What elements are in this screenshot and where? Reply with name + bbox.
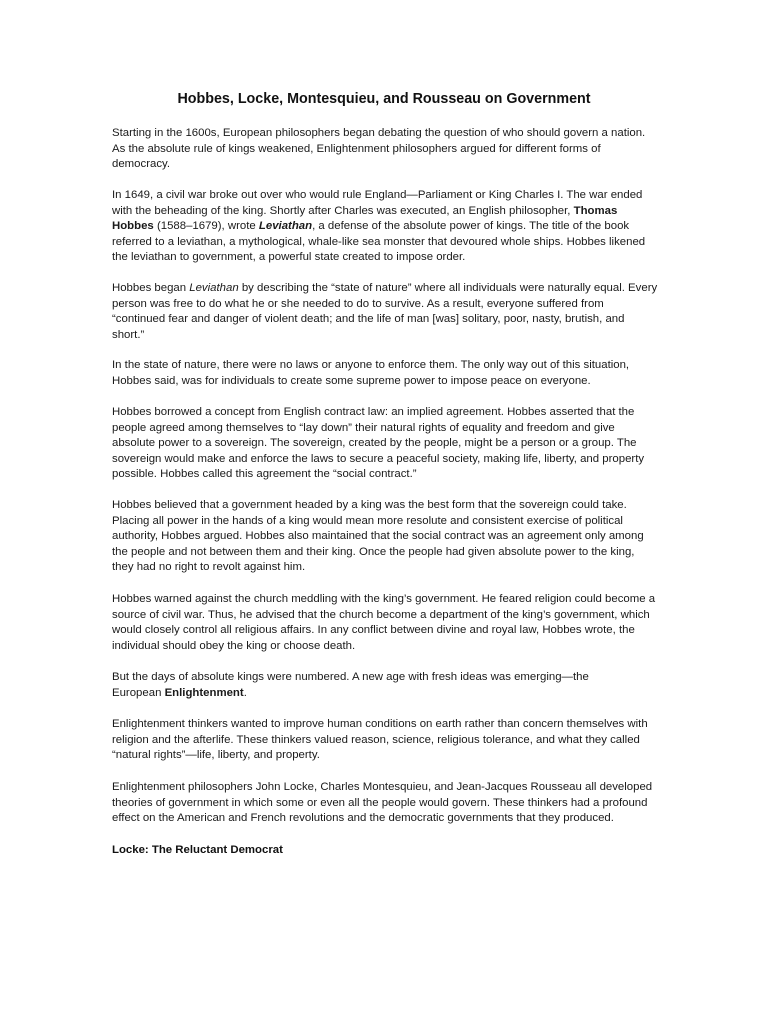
text-line: Placing all power in the hands of a king would mean more resolute and consistent exercise of political — [112, 514, 623, 527]
text-line: people agreed among themselves to “lay down” their natural rights of equality and freedom and give — [112, 421, 615, 434]
text-line: Enlightenment philosophers John Locke, Charles Montesquieu, and Jean-Jacques Rousseau all developed — [112, 781, 653, 793]
text-line: Hobbes said, was for individuals to create some supreme power to impose peace on everyone. — [112, 374, 591, 387]
text-line: Hobbes believed that a government headed by a king was the best form that the sovereign could take. — [112, 499, 627, 511]
book-title: Leviathan — [258, 220, 313, 233]
text-line: religion and the afterlife. These thinkers valued reason, science, religious tolerance, and what they called — [112, 733, 640, 746]
text-line: In the state of nature, there were no laws or anyone to enforce them. The only way out of this situation, — [112, 359, 630, 371]
text-line: “continued fear and danger of violent death; and the life of man [was] solitary, poor, nasty, brutish, and — [112, 313, 625, 326]
text-line: But the days of absolute kings were numbered. A new age with fresh ideas was emerging—the — [112, 671, 589, 683]
text-run: Hobbes began — [112, 282, 190, 294]
paragraph-intro — [112, 126, 660, 173]
text-line: referred to a leviathan, a mythological, whale-like sea monster that devoured whole ships. Hobbes likened — [112, 235, 646, 248]
text-line — [112, 281, 660, 297]
text-line: theories of government in which some or even all the people would govern. These thinkers had a profound — [112, 796, 648, 809]
paragraph-king-sovereign — [112, 498, 660, 576]
bold-name: Thomas — [573, 204, 618, 217]
text-line: democracy. — [112, 158, 171, 171]
book-title: Leviathan — [189, 282, 239, 294]
text-line: source of civil war. Thus, he advised that the church become a department of the king’s government, which — [112, 608, 650, 621]
text-line: short.” — [112, 328, 145, 341]
text-line: authority, Hobbes argued. Hobbes also maintained that the social contract was an agreement only among — [112, 530, 644, 543]
text-line: the people and not between them and their king. Once the people had given absolute power to the king, — [112, 545, 635, 558]
text-run: with the beheading of the king. Shortly after Charles was executed, an English philosopher, — [112, 204, 574, 217]
text-run: European — [112, 686, 165, 699]
text-line: Hobbes warned against the church meddling with the king’s government. He feared religion could become a — [112, 593, 656, 605]
text-line — [112, 219, 660, 235]
text-line: absolute power to a sovereign. The sovereign, created by the people, might be a person or a group. The — [112, 437, 637, 450]
paragraph-state-of-nature — [112, 281, 660, 343]
text-line: the leviathan to government, a powerful state created to impose order. — [112, 251, 466, 264]
text-line: possible. Hobbes called this agreement the “social contract.” — [112, 468, 417, 481]
text-run: by describing the “state of nature” where all individuals were naturally equal. Every — [238, 282, 658, 294]
text-line: “natural rights”—life, liberty, and property. — [112, 749, 320, 762]
bold-term: Enlightenment — [164, 686, 244, 699]
paragraph-hobbes-leviathan — [112, 188, 660, 266]
bold-name: Hobbes — [112, 220, 154, 233]
paragraph-social-contract — [112, 405, 660, 483]
paragraph-supreme-power — [112, 358, 660, 389]
text-line: sovereign would make and enforce the laws to secure a peaceful society, making life, liberty, and property — [112, 452, 645, 465]
text-line: As the absolute rule of kings weakened, Enlightenment philosophers argued for different forms of — [112, 142, 601, 155]
paragraph-philosophers — [112, 780, 660, 827]
text-run: . — [243, 686, 247, 699]
text-line: they had no right to revolt against him. — [112, 561, 306, 574]
text-line — [112, 204, 660, 220]
text-run: (1588–1679), wrote — [153, 220, 259, 233]
text-line: person was free to do what he or she needed to do to survive. As a result, everyone suffered from — [112, 297, 604, 310]
text-line: individual should obey the king or choose death. — [112, 639, 356, 652]
paragraph-church — [112, 592, 660, 654]
text-line: would closely control all religious affairs. In any conflict between divine and royal law, Hobbes wrote, the — [112, 624, 635, 637]
section-heading: Locke: The Reluctant Democrat — [112, 844, 283, 856]
paragraph-new-age — [112, 670, 660, 701]
text-line — [112, 686, 660, 702]
document-title: Hobbes, Locke, Montesquieu, and Rousseau on Government — [177, 91, 591, 107]
text-line: Enlightenment thinkers wanted to improve human conditions on earth rather than concern themselves with — [112, 718, 648, 730]
text-line: Starting in the 1600s, European philosophers began debating the question of who should govern a nation. — [112, 127, 646, 139]
text-line: Hobbes borrowed a concept from English contract law: an implied agreement. Hobbes asserted that the — [112, 406, 635, 418]
text-line: In 1649, a civil war broke out over who would rule England—Parliament or King Charles I. The war ended — [112, 189, 643, 201]
text-line: effect on the American and French revolutions and the democratic governments that they produced. — [112, 812, 614, 825]
text-run: , a defense of the absolute power of kings. The title of the book — [312, 220, 630, 233]
paragraph-enlightenment-thinkers — [112, 717, 660, 764]
